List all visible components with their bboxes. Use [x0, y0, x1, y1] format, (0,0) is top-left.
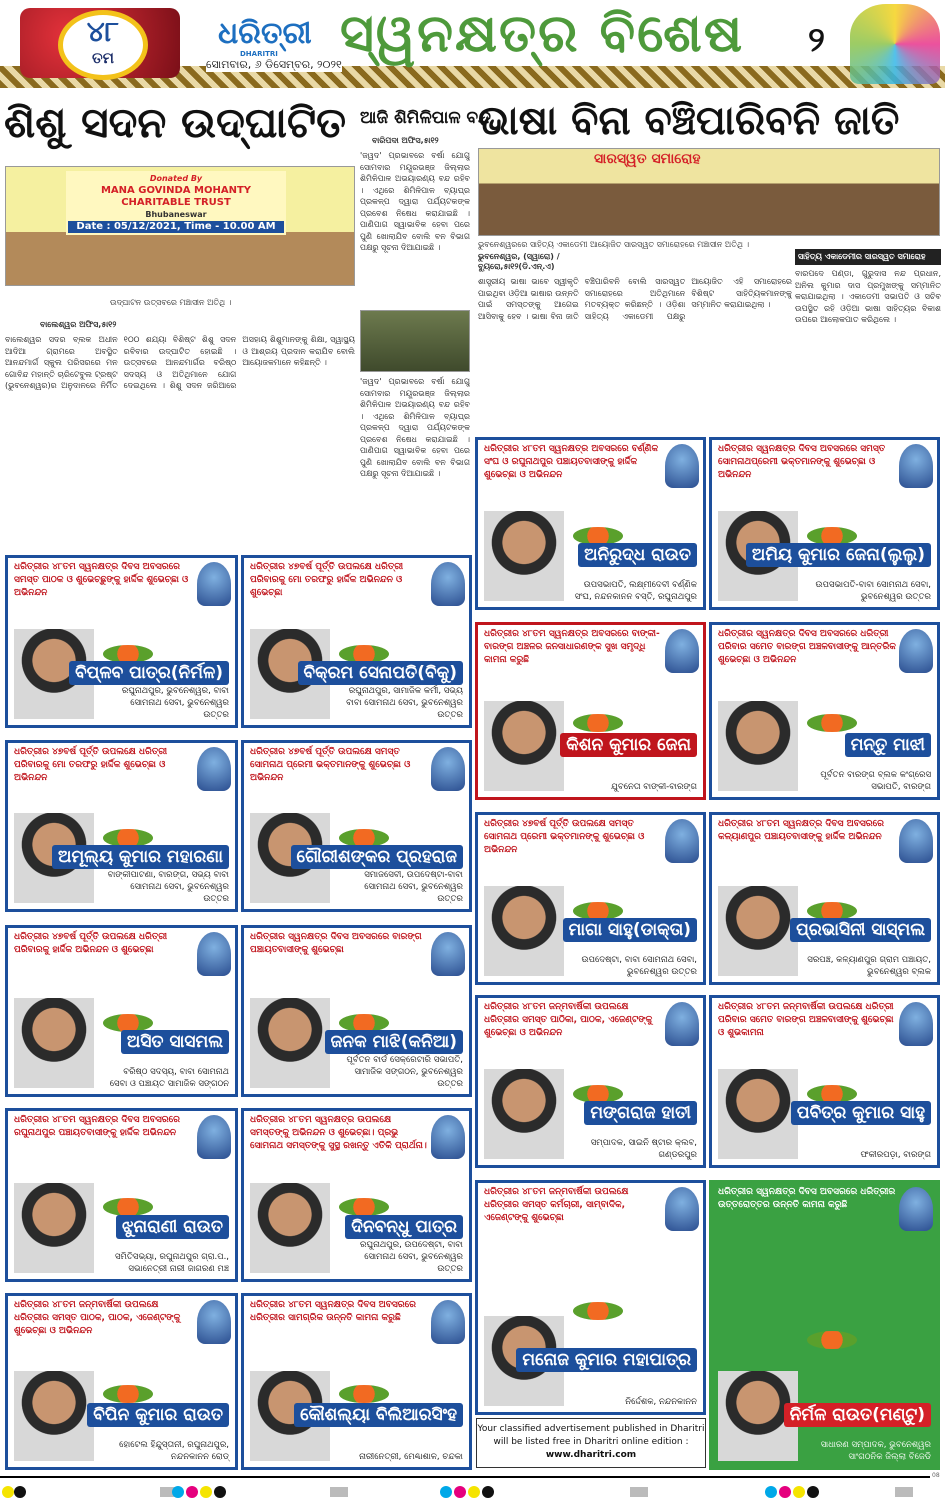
ad-person-address: ସରପଞ୍ଚ, କଳ୍ୟାଣପୁର ଗ୍ରାମ ପଞ୍ଚାୟତ, ଭୁବନେଶ୍ୱର ବ୍ଲକ: [807, 955, 931, 977]
greeting-ad: [709, 995, 940, 1168]
greeting-ad: [241, 925, 472, 1097]
ad-person-name: ଅମୂଲ୍ୟ କୁମାର ମହାରଣା: [52, 845, 229, 869]
registration-dot: [186, 1486, 198, 1498]
section-title: ସ୍ୱନକ୍ଷତ୍ର ବିଶେଷ: [340, 4, 745, 64]
greeting-ad: [475, 622, 706, 800]
ad-person-address: ରଘୁନାଥପୁର, ସାମାଜିକ କର୍ମୀ, ସଭ୍ୟ ବାବା ସୋମନାଥ ସେବା, ଭୁବନେଶ୍ୱର ଉତ୍ତର: [346, 686, 463, 720]
ad-person-name: ଝୁନାରାଣୀ ରାଉତ: [116, 1215, 229, 1239]
newspaper-logo-en: DHARITRI: [240, 50, 278, 58]
article-photo-left: [5, 166, 355, 286]
ad-person-name: ନିର୍ମଳ ରାଉତ(ମଣ୍ଟୁ): [784, 1403, 931, 1427]
article-body-middle: 'ଜୱଦ' ପ୍ରଭାବରେ ବର୍ଷା ଯୋଗୁ ସୋମବାର ମୟୂରଭଞ୍ଜ ଜିଲ୍ଲାର ଶିମିଳିପାଳ ଅଭୟାରଣ୍ୟ ବନ୍ଦ ରହିବ । ଏଥିରେ ଶିମିଳିପାଳ ବ୍ୟାଘ୍ର ପ୍ରକଳ୍ପ ଦ୍ୱାରା ପର୍ଯ୍ୟଟକଙ୍କ ପ୍ରବେଶ ନିଷେଧ କରାଯାଇଛି । ପାଣିପାଗ ସ୍ୱାଭାବିକ ହେବା ପରେ ପୁଣି ଖୋଲାଯିବ ବୋଲି ବନ ବିଭାଗ ପକ୍ଷରୁ ସୂଚନା ଦିଆଯାଇଛି ।: [360, 151, 470, 252]
masthead: [0, 0, 945, 88]
ad-person-name: ଜନକ ମାଝି(କନିଆ): [325, 1030, 463, 1054]
greeting-ad: [5, 740, 238, 912]
greeting-ad: [709, 812, 940, 985]
deity-image: [665, 444, 699, 488]
ad-person-address: ଫକୀରପଡ଼ା, ବାରଙ୍ଗ: [860, 1150, 931, 1160]
registration-dot: [807, 1486, 819, 1498]
registration-dot: [172, 1486, 184, 1498]
ad-message: ଧରିତ୍ରୀର ୪୭ବର୍ଷ ପୂର୍ତ୍ତି ଉପଲକ୍ଷେ ଧରିତ୍ରୀ ପରିବାରକୁ ମୋ ତରଫରୁ ହାର୍ଦ୍ଦିକ ଅଭିନନ୍ଦନ ଓ ଶୁଭେଚ୍ଛା: [250, 562, 404, 598]
article-headline-left: ଶିଶୁ ସଦନ ଉଦ୍‌ଘାଟିତ: [4, 98, 347, 147]
ad-person-name: ଅସିତ ସାସମଲ: [121, 1030, 229, 1054]
banner-line: MANA GOVINDA MOHANTY: [100, 185, 252, 196]
ad-person-name: ଅମିୟ କୁମାର ଜେନା(ଲୁଲୁ): [746, 543, 931, 567]
flower-graphic: [339, 1385, 389, 1403]
banner-line: Bhubaneswar: [145, 210, 207, 219]
footer-rule: [0, 1476, 930, 1478]
deity-image: [899, 444, 933, 488]
dateline-left: ବାଲେଶ୍ୱର ଅଫିସ,୫ା୧୨: [40, 320, 117, 329]
sidebar-title: ସାହିତ୍ୟ ଏକାଡେମୀର ସାରସ୍ୱତ ସମାରୋହ: [795, 249, 941, 265]
registration-dot: [14, 1486, 26, 1498]
greeting-ad: [475, 995, 706, 1168]
ad-person-name: ମାଗା ସାହୁ(ଡାକ୍ତା): [563, 918, 697, 942]
ad-message: ଧରିତ୍ରୀର ୪୮ତମ ସ୍ୱନକ୍ଷତ୍ର ଦିବସ ଅବସରରେ କଳ୍ୟାଣପୁର ପଞ୍ଚାୟତବାସୀଙ୍କୁ ହାର୍ଦ୍ଦିକ ଅଭିନନ୍ଦନ: [718, 819, 884, 842]
registration-mark: [630, 1487, 648, 1497]
newspaper-logo: ଧରିତ୍ରୀ: [218, 16, 312, 51]
deity-image: [431, 562, 465, 606]
flower-graphic: [103, 1198, 153, 1216]
greeting-ad: [475, 437, 706, 610]
ad-person-address: ପୂର୍ବତନ ବାର୍ଡ ସେକ୍ରେଟାରି ସଭାପତି, ସାମାଜିକ ସଙ୍ଗଠନ, ଭୁବନେଶ୍ୱର ଉତ୍ତର: [346, 1055, 463, 1089]
greeting-ad: [709, 622, 940, 800]
person-photo: [718, 701, 798, 791]
person-photo: [484, 511, 564, 601]
greeting-ad: [475, 812, 706, 985]
ad-person-name: ଗୌରୀଶଙ୍କର ପ୍ରହରାଜ: [291, 845, 463, 869]
greeting-ad: [241, 1108, 472, 1282]
sidebar-body: ବାରପଦେ ପଣ୍ଡା, ଗୁରୁଦାସ ନନ୍ଦ ପ୍ରଧାନ, ଅନିଲ କୁମାର ଦାସ ପ୍ରମୁଖଙ୍କୁ ସମ୍ମାନିତ କରାଯାଇଥିଲା । ଏକାଡେମୀ ସଭାପତି ଓ ସଚିବ ଉପସ୍ଥିତ ରହି ଓଡ଼ିଆ ଭାଷା ସାହିତ୍ୟର ବିକାଶ ଉପରେ ଆଲୋକପାତ କରିଥିଲେ ।: [795, 269, 941, 324]
deity-image: [197, 1115, 231, 1159]
person-photo: [484, 701, 564, 791]
ad-message: ଧରିତ୍ରୀର ୪୭ବର୍ଷ ପୂର୍ତ୍ତି ଉପଲକ୍ଷେ ଧରିତ୍ରୀ ପରିବାରକୁ ହାର୍ଦ୍ଦିକ ଅଭିନନ୍ଦନ ଓ ଶୁଭେଚ୍ଛା: [14, 932, 168, 955]
page-code: 08: [932, 1472, 940, 1479]
deity-image: [899, 819, 933, 863]
deity-image: [197, 1300, 231, 1344]
anniversary-badge: [58, 10, 148, 80]
deity-image: [899, 629, 933, 673]
greeting-ad: [5, 555, 238, 728]
banner-line: Donated By: [149, 174, 203, 183]
person-photo: [718, 1069, 798, 1159]
banner-line: Date : 05/12/2021, Time - 10.00 AM: [68, 221, 284, 233]
photo-caption-left: ଉଦ୍‌ଘାଟନ ଉତ୍ସବରେ ମଞ୍ଚାସୀନ ଅତିଥି ।: [110, 298, 232, 307]
registration-dot: [468, 1486, 480, 1498]
photo-banner: ସାରସ୍ୱତ ସମାରୋହ: [594, 151, 701, 167]
ad-person-address: ରଘୁନାଥପୁର, ଭୁବନେଶ୍ୱର, ବାବା ସୋମନାଥ ସେବା, ଭୁବନେଶ୍ୱର ଉତ୍ତର: [121, 686, 229, 720]
ad-message: ଧରିତ୍ରୀର ୪୮ତମ ଜନ୍ମବାର୍ଷିକୀ ଉପଲକ୍ଷେ ଧରିତ୍ରୀର ସମସ୍ତ କର୍ମଚାରୀ, ସାମ୍ବାଦିକ, ଏଜେଣ୍ଟଙ୍କୁ ଶୁଭେଚ୍ଛା: [484, 1187, 629, 1223]
classified-notice: [476, 1418, 706, 1468]
ad-person-address: ପୂର୍ବତନ ବାରଙ୍ଗ ବ୍ଲକ କଂଗ୍ରେସ ସଭାପତି, ବାରଙ୍ଗ: [820, 770, 931, 792]
anniversary-suffix: ତମ: [92, 49, 114, 67]
ad-person-address: ନାରୀନେତ୍ରୀ, ମେଣ୍ଢାଶାଳ, ଚନ୍ଦକା: [359, 1452, 463, 1462]
page-number: ୨: [808, 20, 825, 60]
deity-image: [899, 1187, 933, 1231]
registration-dot: [765, 1486, 777, 1498]
ad-person-name: ମଙ୍ଗରାଜ ହାତୀ: [584, 1101, 697, 1125]
ad-person-name: ବିପ୍ଳବ ପାତ୍ର(ନିର୍ମଳ): [69, 661, 229, 685]
deity-image: [197, 932, 231, 976]
ad-message: ଧରିତ୍ରୀର ୪୭ବର୍ଷ ପୂର୍ତ୍ତି ଉପଲକ୍ଷେ ସମସ୍ତ ସୋମନାଥ ପ୍ରେମୀ ଭକ୍ତମାନଙ୍କୁ ଶୁଭେଚ୍ଛା ଓ ଅଭିନନ୍ଦନ: [484, 819, 645, 855]
ad-person-address: ସମାଜସେବୀ, ଉପଦେଷ୍ଟା-ବାବା ସୋମନାଥ ସେବା, ଭୁବନେଶ୍ୱର ଉତ୍ତର: [364, 870, 463, 904]
ad-person-name: ମନୋଜ କୁମାର ମହାପାତ୍ର: [516, 1348, 697, 1372]
registration-dot: [793, 1486, 805, 1498]
flower-graphic: [573, 714, 623, 732]
ad-message: ଧରିତ୍ରୀର ସ୍ୱନକ୍ଷତ୍ର ଦିବସ ଅବସରରେ ସମସ୍ତ ସୋମନାଥପ୍ରେମୀ ଭକ୍ତମାନଙ୍କୁ ଶୁଭେଚ୍ଛା ଓ ଅଭିନନ୍ଦନ: [718, 444, 886, 480]
flower-graphic: [339, 1198, 389, 1216]
registration-mark: [895, 1487, 913, 1497]
deity-image: [431, 1115, 465, 1159]
banner-line: CHARITABLE TRUST: [121, 197, 231, 208]
greeting-ad: [5, 1293, 238, 1470]
ad-person-name: କିଶନ କୁମାର ଜେନା: [560, 733, 697, 757]
person-photo: [14, 998, 94, 1088]
photo-caption-right: ଭୁବନେଶ୍ୱରରେ ସାହିତ୍ୟ ଏକାଡେମୀ ଆୟୋଜିତ ସାରସ୍ୱତ ସମାରୋହରେ ମଞ୍ଚାସୀନ ଅତିଥି ।: [478, 240, 750, 249]
ad-person-address: ହୋଟେଲ ହିନ୍ଦୁସ୍ତାନୀ, ରଘୁନାଥପୁର, ନନ୍ଦନକାନନ ରୋଡ୍: [119, 1440, 229, 1462]
greeting-ad: [475, 1180, 706, 1415]
article-photo-right: [478, 148, 940, 236]
ad-message: ଧରିତ୍ରୀର ୪୭ବର୍ଷ ପୂର୍ତ୍ତି ଉପଲକ୍ଷେ ସମସ୍ତ ସୋମନାଥ ପ୍ରେମୀ ଭକ୍ତମାନଙ୍କୁ ଶୁଭେଚ୍ଛା ଓ ଅଭିନନ୍ଦନ: [250, 747, 411, 783]
flower-graphic: [573, 1302, 623, 1320]
ad-message: ଧରିତ୍ରୀର ୪୮ତମ ଜନ୍ମବାର୍ଷିକୀ ଉପଲକ୍ଷେ ଧରିତ୍ରୀର ସମସ୍ତ ପାଠିକା, ପାଠକ, ଏଜେଣ୍ଟଙ୍କୁ ଶୁଭେଚ୍ଛା ଓ ଅଭିନନ୍ଦନ: [484, 1002, 653, 1038]
deity-image: [665, 1187, 699, 1231]
ad-person-name: କୌଶଲ୍ୟା ବିଲିଆରସିଂହ: [294, 1403, 463, 1427]
ad-person-name: ବିପିନ କୁମାର ରାଉତ: [87, 1403, 229, 1427]
dateline-middle: ବାରିପଦା ଅଫିସ,୫ା୧୨: [372, 136, 439, 145]
flower-graphic: [103, 1385, 153, 1403]
article-body-right: ଶାସ୍ତ୍ରୀୟ ଭାଷା ଭାବେ ସ୍ୱୀକୃତି ପାଇଥିବା ଓଡ଼ିଆ ଭାଷାର ଉନ୍ନତି ପାଇଁ ସମସ୍ତଙ୍କୁ ଆଗେଇ ଆସିବାକୁ ହେବ । ଭାଷା ବିନା ଜାତି ବଞ୍ଚିପାରିବନି ବୋଲି ସାରସ୍ୱତ ସମାରୋହରେ ଅତିଥିମାନେ ମତବ୍ୟକ୍ତ କରିଛନ୍ତି । ଓଡ଼ିଶା ସାହିତ୍ୟ ଏକାଡେମୀ ପକ୍ଷରୁ ଆୟୋଜିତ ଏହି ସମାରୋହରେ ବିଶିଷ୍ଟ ସାହିତ୍ୟିକମାନଙ୍କୁ ସମ୍ମାନିତ କରାଯାଇଥିଲା ।: [478, 277, 792, 321]
firework-graphic: [850, 4, 940, 84]
ad-person-address: ସାଧାରଣ ସମ୍ପାଦକ, ଭୁବନେଶ୍ୱର ସାଂଗଠନିକ ଜିଲ୍ଲା ବିଜେଡି: [820, 1440, 931, 1462]
registration-dot: [214, 1486, 226, 1498]
dateline-right: ଭୁବନେଶ୍ୱର, (ସ୍ୱାରୋ) / ବ୍ୟୁରୋ,୫ା୧୨(ଡି.ଏନ୍.ଏ): [478, 252, 560, 271]
ad-person-name: ଅନିରୁଦ୍ଧ ରାଉତ: [578, 543, 697, 567]
person-photo: [250, 998, 330, 1088]
ad-person-name: ପବିତ୍ର କୁମାର ସାହୁ: [791, 1101, 931, 1125]
ad-message: ଧରିତ୍ରୀର ୪୮ତମ ସ୍ୱନକ୍ଷତ୍ର ଉପଲକ୍ଷେ ସମସ୍ତଙ୍କୁ ଅଭିନନ୍ଦନ ଓ ଶୁଭେଚ୍ଛା। ପ୍ରଭୁ ସୋମନାଥ ସମସ୍ତଙ୍କୁ ସୁସ୍ଥ ରଖନ୍ତୁ ଏତିକି ପ୍ରାର୍ଥନା।: [250, 1115, 427, 1151]
issue-date: ସୋମବାର, ୬ ଡିସେମ୍ବର, ୨୦୨୧: [206, 58, 342, 71]
article-headline-right: ଭାଷା ବିନା ବଞ୍ଚିପାରିବନି ଜାତି: [478, 98, 900, 144]
ad-person-name: ବିକ୍ରମ ସେନାପତି(ବିକୁ): [298, 661, 463, 685]
ad-message: ଧରିତ୍ରୀର ସ୍ୱନକ୍ଷତ୍ର ଦିବସ ଅବସରରେ ଧରିତ୍ରୀ ପରିବାର ସମେତ ବାରଙ୍ଗ ଅଞ୍ଚଳବାସୀଙ୍କୁ ଆନ୍ତରିକ ଶୁଭେଚ୍ଛା ଓ ଅଭିନନ୍ଦନ: [718, 629, 896, 665]
deity-image: [665, 629, 699, 673]
person-photo: [14, 1183, 94, 1273]
ad-message: ଧରିତ୍ରୀର ୪୮ତମ ଜନ୍ମବାର୍ଷିକୀ ଉପଲକ୍ଷେ ଧରିତ୍ରୀର ସମସ୍ତ ପାଠକ, ପାଠକ, ଏଜେଣ୍ଟଙ୍କୁ ଶୁଭେଚ୍ଛା ଓ ଅଭିନନ୍ଦନ: [14, 1300, 181, 1336]
ad-person-address: ସମିତିସଭ୍ୟା, ରଘୁନାଥପୁର ଗ୍ରା.ପ., ସଭାନେତ୍ରୀ ନାରୀ ଜାଗରଣ ମଞ୍ଚ: [114, 1252, 229, 1274]
registration-mark: [330, 1487, 348, 1497]
article-photo-middle: [360, 310, 470, 372]
deity-image: [197, 747, 231, 791]
ad-message: ଧରିତ୍ରୀର ୪୮ତମ ସ୍ୱନକ୍ଷତ୍ର ଦିବସ ଅବସରରେ ସମସ୍ତ ପାଠକ ଓ ଶୁଭେଚ୍ଛୁଙ୍କୁ ହାର୍ଦ୍ଦିକ ଶୁଭେଚ୍ଛା ଓ ଅଭିନନ୍ଦନ: [14, 562, 189, 598]
article-headline-middle: ଆଜି ଶିମିଳିପାଳ ବନ୍ଦ: [360, 108, 491, 128]
flower-graphic: [807, 714, 857, 732]
deity-image: [431, 932, 465, 976]
registration-dot: [2, 1486, 14, 1498]
ad-message: ଧରିତ୍ରୀର ୪୮ତମ ସ୍ୱନକ୍ଷତ୍ର ଅବସରରେ ବାଙ୍କୀ-ବାରଙ୍ଗ ଅଞ୍ଚଳର ଜନସାଧାରଣଙ୍କ ସୁଖ ସମୃଦ୍ଧି କାମନା କରୁଛି: [484, 629, 660, 665]
deity-image: [665, 1002, 699, 1046]
person-photo: [484, 1069, 564, 1159]
article-body-middle-cont: 'ଜୱଦ' ପ୍ରଭାବରେ ବର୍ଷା ଯୋଗୁ ସୋମବାର ମୟୂରଭଞ୍ଜ ଜିଲ୍ଲାର ଶିମିଳିପାଳ ଅଭୟାରଣ୍ୟ ବନ୍ଦ ରହିବ । ଏଥିରେ ଶିମିଳିପାଳ ବ୍ୟାଘ୍ର ପ୍ରକଳ୍ପ ଦ୍ୱାରା ପର୍ଯ୍ୟଟକଙ୍କ ପ୍ରବେଶ ନିଷେଧ କରାଯାଇଛି । ପାଣିପାଗ ସ୍ୱାଭାବିକ ହେବା ପରେ ପୁଣି ଖୋଲାଯିବ ବୋଲି ବନ ବିଭାଗ ପକ୍ଷରୁ ସୂଚନା ଦିଆଯାଇଛି ।: [360, 377, 470, 478]
website-link[interactable]: www.dharitri.com: [545, 1450, 637, 1460]
ad-message: ଧରିତ୍ରୀର ୪୮ତମ ସ୍ୱନକ୍ଷତ୍ର ଅବସରରେ ବର୍ଣ୍ଣିକ ସଂଘ ଓ ରଘୁନାଥପୁର ପଞ୍ଚାୟତବାସୀଙ୍କୁ ହାର୍ଦ୍ଦିକ ଶୁଭେଚ୍ଛା ଓ ଅଭିନନ୍ଦନ: [484, 444, 659, 480]
ad-message: ଧରିତ୍ରୀର ସ୍ୱନକ୍ଷତ୍ର ଦିବସ ଅବସରରେ ଧରିତ୍ରୀର ଉତ୍ତରୋତ୍ତର ଉନ୍ନତି କାମନା କରୁଛି: [718, 1187, 896, 1210]
registration-dot: [482, 1486, 494, 1498]
greeting-ad: [709, 437, 940, 610]
deity-image: [431, 1300, 465, 1344]
person-photo: [14, 1371, 94, 1461]
person-photo: [718, 886, 798, 976]
ad-person-address: ନିର୍ଦ୍ଦେଶକ, ନନ୍ଦନକାନନ: [625, 1397, 697, 1407]
greeting-ad: [241, 740, 472, 912]
ad-person-address: ରଘୁନାଥପୁର, ଉପଦେଷ୍ଟା, ବାବା ସୋମନାଥ ସେବା, ଭୁବନେଶ୍ୱର ଉତ୍ତର: [360, 1240, 463, 1274]
ad-person-address: ଉପସଭାପତି-ବାବା ସୋମନାଥ ସେବା, ଭୁବନେଶ୍ୱର ଉତ୍ତର: [815, 580, 931, 602]
ad-person-address: ଉପସଭାପତି, ଲକ୍ଷ୍ମୀଦେବୀ ବର୍ଣ୍ଣିକ ସଂଘ, ନନ୍ଦନକାନନ ବସ୍ତି, ରଘୁନାଥପୁର: [574, 580, 697, 602]
registration-dot: [440, 1486, 452, 1498]
article-body-left: ବାଲେଶ୍ୱର ସଦର ବ୍ଲକ ଅଧୀନ ଆଦିଆ ଗ୍ରାମରେ ଅବସ୍ଥିତ ଆନନ୍ଦମାର୍ଗ ସ୍କୁଲ ପରିସରରେ ମନ ଗୋବିନ୍ଦ ମହାନ୍ତି ଚାରିଟେବୁଲ ଟ୍ରଷ୍ଟ (ଭୁବନେଶ୍ୱର)ର ଅନୁଦାନରେ ନିର୍ମିତ ୧୦୦ ଶଯ୍ୟା ବିଶିଷ୍ଟ ଶିଶୁ ସଦନ ରବିବାର ଉଦ୍‌ଘାଟିତ ହୋଇଛି । ଉତ୍ସବରେ ଆନନ୍ଦମାର୍ଗର ବରିଷ୍ଠ ସଦସ୍ୟ ଓ ଅତିଥିମାନେ ଯୋଗ ଦେଇଥିଲେ । ଶିଶୁ ସଦନ ଜରିଆରେ ଅସହାୟ ଶିଶୁମାନଙ୍କୁ ଶିକ୍ଷା, ସ୍ୱାସ୍ଥ୍ୟ ଓ ଆଶ୍ରୟ ପ୍ରଦାନ କରାଯିବ ବୋଲି ଆୟୋଜକମାନେ କହିଛନ୍ତି ।: [5, 335, 355, 390]
registration-dot: [200, 1486, 212, 1498]
registration-dot: [454, 1486, 466, 1498]
anniversary-number: ୪୮: [86, 15, 120, 48]
photo-banner: [66, 171, 286, 235]
ad-person-name: ପ୍ରଭାସିନୀ ସାସ୍ମଲ: [790, 918, 931, 942]
greeting-ad: [5, 925, 238, 1097]
ad-message: ଧରିତ୍ରୀର ସ୍ୱନକ୍ଷତ୍ର ଦିବସ ଅବସରରେ ବାରଙ୍ଗ ପଞ୍ଚାୟତବାସୀଙ୍କୁ ଶୁଭେଚ୍ଛା: [250, 932, 422, 955]
ad-person-address: ବାଙ୍କୀପାଟଣା, ବାରଙ୍ଗ, ସଭ୍ୟ ବାବା ସୋମନାଥ ସେବା, ଭୁବନେଶ୍ୱର ଉତ୍ତର: [107, 870, 229, 904]
deity-image: [899, 1002, 933, 1046]
classified-text: Your classified advertisement published in Dharitri will be listed free in Dharitri online edition :: [477, 1424, 705, 1447]
registration-dot: [779, 1486, 791, 1498]
person-photo: [250, 1183, 330, 1273]
deity-image: [665, 819, 699, 863]
ad-person-address: ବରିଷ୍ଠ ସଦସ୍ୟ, ବାବା ସୋମନାଥ ସେବା ଓ ପଞ୍ଚାୟତ ସାମାଜିକ ସଙ୍ଗଠନ: [109, 1067, 229, 1089]
ad-person-address: ସମ୍ପାଦକ, ସାଇନି ଷ୍ଟାର କ୍ଲବ, ଗଣ୍ଡରପୁର: [590, 1138, 697, 1160]
greeting-ad: [5, 1108, 238, 1282]
ad-person-address: ଉପଦେଷ୍ଟା, ବାବା ସୋମନାଥ ସେବା, ଭୁବନେଶ୍ୱର ଉତ୍ତର: [581, 955, 697, 977]
greeting-ad: [709, 1180, 940, 1470]
greeting-ad: [241, 555, 472, 728]
ad-message: ଧରିତ୍ରୀର ୪୮ତମ ସ୍ୱନକ୍ଷତ୍ର ଦିବସ ଅବସରରେ ରଘୁନାଥପୁର ପଞ୍ଚାୟତବାସୀଙ୍କୁ ହାର୍ଦ୍ଦିକ ଅଭିନନ୍ଦନ: [14, 1115, 180, 1138]
ad-person-name: ମନ୍ତୁ ମାଝୀ: [845, 733, 931, 757]
ad-message: ଧରିତ୍ରୀର ୪୮ତମ ସ୍ୱନକ୍ଷତ୍ର ଦିବସ ଅବସରରେ ଧରିତ୍ରୀର ସାମଗ୍ରିକ ଉନ୍ନତି କାମନା କରୁଛି: [250, 1300, 416, 1323]
ad-message: ଧରିତ୍ରୀର ୪୮ତମ ଜନ୍ମବାର୍ଷିକୀ ଉପଲକ୍ଷେ ଧରିତ୍ରୀ ପରିବାର ସମେତ ବାରଙ୍ଗ ଅଞ୍ଚଳବାସୀଙ୍କୁ ଶୁଭେଚ୍ଛା ଓ ଶୁଭକାମନା: [718, 1002, 894, 1038]
flower-graphic: [807, 1331, 857, 1349]
ad-person-address: ଯୁବନେତା ବାଙ୍କୀ-ବାରଙ୍ଗ: [611, 782, 697, 792]
person-photo: [484, 886, 564, 976]
ad-message: ଧରିତ୍ରୀର ୪୭ବର୍ଷ ପୂର୍ତ୍ତି ଉପଲକ୍ଷେ ଧରିତ୍ରୀ ପରିବାରକୁ ମୋ ତରଫରୁ ହାର୍ଦ୍ଦିକ ଶୁଭେଚ୍ଛା ଓ ଅଭିନନ୍ଦନ: [14, 747, 168, 783]
deity-image: [431, 747, 465, 791]
ad-person-name: ଦିନବନ୍ଧୁ ପାତ୍ର: [345, 1215, 463, 1239]
greeting-ad: [241, 1293, 472, 1470]
deity-image: [197, 562, 231, 606]
